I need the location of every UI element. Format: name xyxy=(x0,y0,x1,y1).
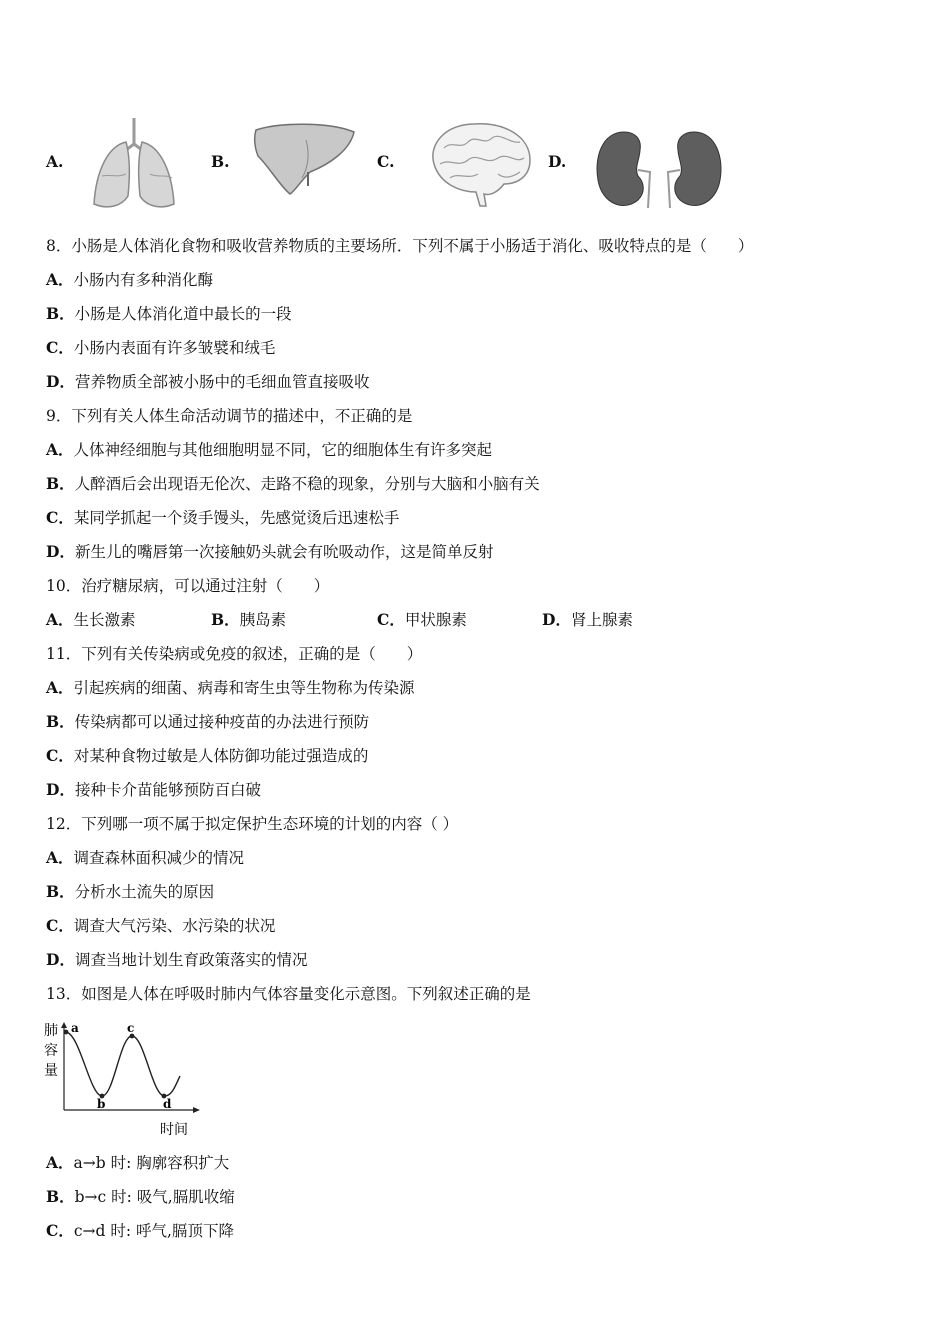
q12-option-d-label: D． xyxy=(46,950,75,969)
q13-option-b-label: B． xyxy=(46,1187,75,1206)
kidney-icon xyxy=(594,128,724,212)
q12-option-c[interactable] xyxy=(46,916,275,936)
q11-option-c[interactable] xyxy=(46,746,368,766)
q13-option-c-label: C． xyxy=(46,1221,74,1240)
lungs-icon xyxy=(88,116,180,212)
q9-option-b-text: 人醉酒后会出现语无伦次、走路不稳的现象，分别与大脑和小脑有关 xyxy=(74,475,540,493)
q8-option-c-text: 小肠内表面有许多皱襞和绒毛 xyxy=(73,339,276,357)
question-11-stem: 11．下列有关传染病或免疫的叙述，正确的是（ ） xyxy=(46,645,423,663)
q13-option-b[interactable] xyxy=(46,1187,235,1207)
q8-option-b[interactable] xyxy=(46,304,292,324)
q9-option-b[interactable] xyxy=(46,474,540,494)
q13-option-b-text: b→c 时: 吸气,膈肌收缩 xyxy=(74,1188,235,1206)
q11-option-d-label: D． xyxy=(46,780,75,799)
question-12-stem: 12．下列哪一项不属于拟定保护生态环境的计划的内容（ ） xyxy=(46,815,459,833)
point-c-label: c xyxy=(127,1021,135,1035)
x-axis-label: 时间 xyxy=(160,1122,188,1138)
q9-option-c-text: 某同学抓起一个烫手馒头，先感觉烫后迅速松手 xyxy=(73,509,400,527)
q9-option-c[interactable] xyxy=(46,508,399,528)
q10-option-b-text: 胰岛素 xyxy=(239,611,287,629)
q8-option-b-text: 小肠是人体消化道中最长的一段 xyxy=(74,305,292,323)
liver-icon xyxy=(250,120,358,198)
q10-option-a-text: 生长激素 xyxy=(73,611,136,629)
y-label-2: 容 xyxy=(44,1043,58,1059)
q9-option-d-text: 新生儿的嘴唇第一次接触奶头就会有吮吸动作，这是简单反射 xyxy=(74,543,494,561)
q10-option-c-label: C． xyxy=(377,610,405,629)
q12-option-d[interactable] xyxy=(46,950,307,970)
q12-option-b[interactable] xyxy=(46,882,214,902)
q11-option-a-label: A． xyxy=(46,678,74,697)
point-d-label: d xyxy=(163,1097,172,1111)
y-label-1: 肺 xyxy=(44,1023,58,1039)
q12-option-d-text: 调查当地计划生育政策落实的情况 xyxy=(74,951,308,969)
q13-option-a-text: a→b 时: 胸廓容积扩大 xyxy=(73,1154,230,1172)
q11-option-a-text: 引起疾病的细菌、病毒和寄生虫等生物称为传染源 xyxy=(73,679,415,697)
q13-option-a[interactable] xyxy=(46,1153,229,1173)
q13-option-c-text: c→d 时: 呼气,膈顶下降 xyxy=(73,1222,234,1240)
q12-option-b-label: B． xyxy=(46,882,75,901)
brain-icon xyxy=(424,118,536,208)
q8-option-d-label: D． xyxy=(46,372,75,391)
q10-option-c-text: 甲状腺素 xyxy=(404,611,467,629)
q11-option-a[interactable] xyxy=(46,678,415,698)
q12-option-a-text: 调查森林面积减少的情况 xyxy=(73,849,245,867)
option-b-label[interactable]: B. xyxy=(211,152,230,171)
q10-options-row xyxy=(46,610,906,630)
q11-option-c-text: 对某种食物过敏是人体防御功能过强造成的 xyxy=(73,747,369,765)
option-a-label[interactable]: A. xyxy=(46,152,64,171)
q8-option-c-label: C． xyxy=(46,338,74,357)
q8-option-d-text: 营养物质全部被小肠中的毛细血管直接吸收 xyxy=(74,373,370,391)
point-a xyxy=(64,1030,69,1035)
q10-option-a[interactable] xyxy=(46,610,136,630)
q8-option-c[interactable] xyxy=(46,338,275,358)
q9-option-a-label: A． xyxy=(46,440,74,459)
q10-option-c[interactable] xyxy=(377,610,467,630)
q8-option-a-text: 小肠内有多种消化酶 xyxy=(73,271,214,289)
option-d-label[interactable]: D. xyxy=(548,152,567,171)
question-10-stem: 10．治疗糖尿病，可以通过注射（ ） xyxy=(46,577,330,595)
q12-option-a[interactable] xyxy=(46,848,244,868)
q9-option-b-label: B． xyxy=(46,474,75,493)
q11-option-d-text: 接种卡介苗能够预防百白破 xyxy=(74,781,261,799)
q11-option-c-label: C． xyxy=(46,746,74,765)
q10-option-d-text: 肾上腺素 xyxy=(570,611,633,629)
q8-option-a-label: A． xyxy=(46,270,74,289)
q9-option-d-label: D． xyxy=(46,542,75,561)
q9-option-d[interactable] xyxy=(46,542,493,562)
q12-option-a-label: A． xyxy=(46,848,74,867)
q10-option-d-label: D． xyxy=(542,610,571,629)
q11-option-d[interactable] xyxy=(46,780,261,800)
q8-option-d[interactable] xyxy=(46,372,369,392)
point-b-label: b xyxy=(97,1097,106,1111)
q12-option-b-text: 分析水土流失的原因 xyxy=(74,883,215,901)
q11-option-b-text: 传染病都可以通过接种疫苗的办法进行预防 xyxy=(74,713,370,731)
q8-option-a[interactable] xyxy=(46,270,213,290)
q10-option-b[interactable] xyxy=(211,610,286,630)
q12-option-c-text: 调查大气污染、水污染的状况 xyxy=(73,917,276,935)
q9-option-a[interactable] xyxy=(46,440,492,460)
option-c-label[interactable]: C. xyxy=(377,152,395,171)
q9-option-c-label: C． xyxy=(46,508,74,527)
y-label-3: 量 xyxy=(44,1063,58,1079)
lung-volume-graph xyxy=(40,1018,205,1140)
question-13-stem: 13．如图是人体在呼吸时肺内气体容量变化示意图。下列叙述正确的是 xyxy=(46,985,531,1003)
q11-option-b[interactable] xyxy=(46,712,369,732)
question-9-stem: 9．下列有关人体生命活动调节的描述中，不正确的是 xyxy=(46,407,413,425)
q10-option-a-label: A． xyxy=(46,610,74,629)
q10-option-d[interactable] xyxy=(542,610,633,630)
q11-option-b-label: B． xyxy=(46,712,75,731)
q8-option-b-label: B． xyxy=(46,304,75,323)
point-a-label: a xyxy=(71,1021,79,1035)
question-8-stem: 8．小肠是人体消化食物和吸收营养物质的主要场所．下列不属于小肠适于消化、吸收特点的是（ ） xyxy=(46,237,754,255)
q9-option-a-text: 人体神经细胞与其他细胞明显不同，它的细胞体生有许多突起 xyxy=(73,441,493,459)
q10-option-b-label: B． xyxy=(211,610,240,629)
q12-option-c-label: C． xyxy=(46,916,74,935)
q13-option-c[interactable] xyxy=(46,1221,234,1241)
q13-option-a-label: A． xyxy=(46,1153,74,1172)
